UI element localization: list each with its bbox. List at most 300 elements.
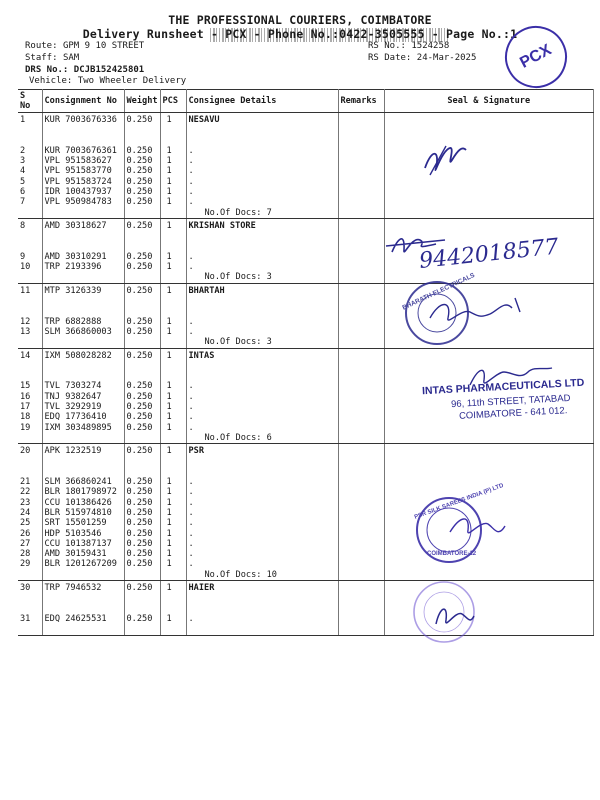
spacer-row — [18, 136, 594, 146]
cell-remarks — [338, 508, 384, 518]
cell-weight: 0.250 — [124, 146, 160, 156]
cell-weight: 0.250 — [124, 113, 160, 126]
table-row — [18, 283, 594, 296]
rs-no-label: RS No.: — [368, 41, 406, 51]
cell-signature — [384, 477, 594, 487]
cell-remarks — [338, 477, 384, 487]
cell-sno: 6 — [18, 187, 42, 197]
cell-signature — [384, 218, 594, 231]
cell-signature — [384, 498, 594, 508]
cell-remarks — [338, 539, 384, 549]
cell-signature — [384, 146, 594, 156]
cell-consignment: IXM 303489895 — [42, 423, 124, 433]
table-row — [18, 252, 594, 262]
table-row — [18, 498, 594, 508]
cell-consignment: VPL 951583724 — [42, 177, 124, 187]
cell-sno: 19 — [18, 423, 42, 433]
cell-signature — [384, 197, 594, 207]
col-seal-signature: Seal & Signature — [384, 90, 594, 113]
spacer-row — [18, 604, 594, 614]
cell-consignment: VPL 951583770 — [42, 166, 124, 176]
docs-count-row — [18, 570, 594, 581]
cell-pcs: 1 — [160, 539, 186, 549]
cell-sno: 21 — [18, 477, 42, 487]
consignee-name: HAIER — [186, 581, 338, 594]
cell-remarks — [338, 518, 384, 528]
cell-remarks — [338, 402, 384, 412]
intas-stamp-line2: 96, 11th STREET, TATABAD — [450, 392, 571, 411]
cell-signature — [384, 113, 594, 126]
table-row — [18, 423, 594, 433]
docs-count-row — [18, 337, 594, 348]
cell-pcs: 1 — [160, 477, 186, 487]
drs-label: DRS No.: — [25, 65, 69, 75]
consignee-dot: . — [186, 252, 338, 262]
cell-sno: 28 — [18, 549, 42, 559]
cell-remarks — [338, 146, 384, 156]
consignee-dot: . — [186, 166, 338, 176]
table-row — [18, 197, 594, 207]
cell-sno: 15 — [18, 381, 42, 391]
consignee-dot: . — [186, 262, 338, 272]
intas-stamp-line3: COIMBATORE - 641 012. — [458, 405, 568, 422]
cell-consignment: TNJ 9382647 — [42, 392, 124, 402]
consignee-name: KRISHAN STORE — [186, 218, 338, 231]
cell-remarks — [338, 581, 384, 594]
consignee-dot: . — [186, 412, 338, 422]
table-row — [18, 444, 594, 457]
cell-consignment: VPL 950984783 — [42, 197, 124, 207]
spacer-row — [18, 231, 594, 241]
consignee-dot: . — [186, 381, 338, 391]
cell-pcs: 1 — [160, 559, 186, 569]
cell-consignment: BLR 515974810 — [42, 508, 124, 518]
cell-remarks — [338, 317, 384, 327]
cell-consignment: BLR 1801798972 — [42, 487, 124, 497]
table-row — [18, 549, 594, 559]
drs-line — [25, 65, 144, 75]
cell-remarks — [338, 187, 384, 197]
cell-pcs: 1 — [160, 156, 186, 166]
table-row — [18, 581, 594, 594]
consignee-dot: . — [186, 487, 338, 497]
col-consignment: Consignment No — [42, 90, 124, 113]
table-header-row — [18, 90, 594, 113]
consignee-dot: . — [186, 508, 338, 518]
cell-consignment: AMD 30310291 — [42, 252, 124, 262]
cell-weight: 0.250 — [124, 187, 160, 197]
cell-remarks — [338, 529, 384, 539]
cell-remarks — [338, 614, 384, 624]
table-row — [18, 113, 594, 126]
docs-count: No.Of Docs: 10 — [186, 570, 338, 581]
cell-consignment: SLM 366860003 — [42, 327, 124, 337]
cell-weight: 0.250 — [124, 177, 160, 187]
rs-no-value: 1524258 — [411, 41, 450, 51]
table-row — [18, 177, 594, 187]
cell-signature — [384, 187, 594, 197]
table-row — [18, 348, 594, 361]
pcx-stamp: PCX — [494, 15, 578, 99]
cell-sno: 7 — [18, 197, 42, 207]
route-value: GPM 9 10 STREET — [62, 41, 145, 51]
cell-weight: 0.250 — [124, 423, 160, 433]
cell-sno: 12 — [18, 317, 42, 327]
cell-sno: 27 — [18, 539, 42, 549]
rs-date-label: RS Date: — [368, 53, 412, 63]
cell-signature — [384, 177, 594, 187]
cell-pcs: 1 — [160, 487, 186, 497]
cell-weight: 0.250 — [124, 317, 160, 327]
cell-remarks — [338, 423, 384, 433]
cell-sno: 3 — [18, 156, 42, 166]
staff-line — [25, 53, 79, 63]
table-row — [18, 146, 594, 156]
runsheet-subtitle: Delivery Runsheet - PCX - Phone No.:0422-3505555 - Page No.:1 — [82, 27, 518, 41]
cell-sno: 22 — [18, 487, 42, 497]
docs-count: No.Of Docs: 6 — [186, 433, 338, 444]
cell-sno: 2 — [18, 146, 42, 156]
consignee-dot: . — [186, 187, 338, 197]
cell-consignment: TRP 7946532 — [42, 581, 124, 594]
cell-pcs: 1 — [160, 283, 186, 296]
cell-sno: 10 — [18, 262, 42, 272]
cell-signature — [384, 262, 594, 272]
cell-weight: 0.250 — [124, 477, 160, 487]
cell-remarks — [338, 348, 384, 361]
cell-signature — [384, 614, 594, 624]
cell-weight: 0.250 — [124, 508, 160, 518]
consignee-dot: . — [186, 146, 338, 156]
cell-consignment: AMD 30159431 — [42, 549, 124, 559]
table-row — [18, 614, 594, 624]
company-title: THE PROFESSIONAL COURIERS, COIMBATORE — [168, 13, 432, 27]
cell-weight: 0.250 — [124, 166, 160, 176]
consignee-dot: . — [186, 402, 338, 412]
cell-sno: 26 — [18, 529, 42, 539]
cell-pcs: 1 — [160, 262, 186, 272]
cell-remarks — [338, 166, 384, 176]
consignee-dot: . — [186, 477, 338, 487]
cell-signature — [384, 348, 594, 361]
cell-pcs: 1 — [160, 392, 186, 402]
cell-pcs: 1 — [160, 327, 186, 337]
cell-weight: 0.250 — [124, 218, 160, 231]
cell-pcs: 1 — [160, 498, 186, 508]
cell-remarks — [338, 487, 384, 497]
cell-consignment: IXM 508028282 — [42, 348, 124, 361]
cell-remarks — [338, 412, 384, 422]
cell-weight: 0.250 — [124, 559, 160, 569]
cell-sno: 20 — [18, 444, 42, 457]
cell-pcs: 1 — [160, 412, 186, 422]
vehicle-label: Vehicle: — [29, 76, 73, 86]
cell-signature — [384, 166, 594, 176]
route-label: Route: — [25, 41, 58, 51]
cell-consignment: KUR 7003676336 — [42, 113, 124, 126]
vehicle-value: Two Wheeler Delivery — [77, 76, 187, 86]
cell-sno: 4 — [18, 166, 42, 176]
intas-stamp-line1: INTAS PHARMACEUTICALS LTD — [421, 376, 585, 398]
cell-pcs: 1 — [160, 508, 186, 518]
docs-count: No.Of Docs: 3 — [186, 272, 338, 283]
cell-signature — [384, 317, 594, 327]
cell-signature — [384, 283, 594, 296]
spacer-row — [18, 125, 594, 135]
cell-consignment: APK 1232519 — [42, 444, 124, 457]
cell-pcs: 1 — [160, 518, 186, 528]
consignee-dot: . — [186, 539, 338, 549]
table-row — [18, 487, 594, 497]
col-remarks: Remarks — [338, 90, 384, 113]
table-row — [18, 187, 594, 197]
cell-remarks — [338, 392, 384, 402]
cell-pcs: 1 — [160, 614, 186, 624]
col-pcs: PCS — [160, 90, 186, 113]
table-row — [18, 166, 594, 176]
cell-remarks — [338, 559, 384, 569]
consignee-dot: . — [186, 317, 338, 327]
table-row — [18, 262, 594, 272]
cell-pcs: 1 — [160, 549, 186, 559]
cell-pcs: 1 — [160, 177, 186, 187]
cell-pcs: 1 — [160, 218, 186, 231]
cell-weight: 0.250 — [124, 549, 160, 559]
cell-sno: 24 — [18, 508, 42, 518]
cell-weight: 0.250 — [124, 348, 160, 361]
cell-sno: 16 — [18, 392, 42, 402]
cell-weight: 0.250 — [124, 327, 160, 337]
spacer-row — [18, 361, 594, 371]
bharath-stamp-text: BHARATH ELECTRICALS — [401, 271, 476, 312]
cell-sno: 8 — [18, 218, 42, 231]
consignee-name: BHARTAH — [186, 283, 338, 296]
cell-consignment: KUR 7003676361 — [42, 146, 124, 156]
cell-signature — [384, 156, 594, 166]
spacer-row — [18, 593, 594, 603]
cell-weight: 0.250 — [124, 381, 160, 391]
cell-weight: 0.250 — [124, 487, 160, 497]
docs-count-row — [18, 272, 594, 283]
consignee-dot: . — [186, 327, 338, 337]
cell-consignment: SLM 366860241 — [42, 477, 124, 487]
consignee-dot: . — [186, 614, 338, 624]
cell-consignment: AMD 30318627 — [42, 218, 124, 231]
rs-date-value: 24-Mar-2025 — [416, 53, 477, 63]
cell-sno: 17 — [18, 402, 42, 412]
col-consignee-details: Consignee Details — [186, 90, 338, 113]
cell-signature — [384, 539, 594, 549]
cell-weight: 0.250 — [124, 539, 160, 549]
consignee-dot: . — [186, 529, 338, 539]
docs-count-row — [18, 624, 594, 635]
spacer-row — [18, 296, 594, 306]
cell-pcs: 1 — [160, 381, 186, 391]
consignee-name: NESAVU — [186, 113, 338, 126]
cell-weight: 0.250 — [124, 444, 160, 457]
cell-sno: 31 — [18, 614, 42, 624]
cell-signature — [384, 549, 594, 559]
cell-sno: 29 — [18, 559, 42, 569]
consignee-dot: . — [186, 423, 338, 433]
consignee-name: PSR — [186, 444, 338, 457]
spacer-row — [18, 306, 594, 316]
cell-signature — [384, 529, 594, 539]
cell-signature — [384, 252, 594, 262]
rs-date-line — [368, 53, 476, 63]
cell-remarks — [338, 444, 384, 457]
drs-value: DCJB152425801 — [73, 65, 145, 75]
docs-count: No.Of Docs: 3 — [186, 337, 338, 348]
docs-count-row — [18, 208, 594, 219]
cell-signature — [384, 581, 594, 594]
cell-sno: 18 — [18, 412, 42, 422]
cell-remarks — [338, 218, 384, 231]
cell-pcs: 1 — [160, 146, 186, 156]
cell-consignment: EDQ 24625531 — [42, 614, 124, 624]
cell-consignment: TRP 6882888 — [42, 317, 124, 327]
consignee-dot: . — [186, 392, 338, 402]
cell-sno: 11 — [18, 283, 42, 296]
cell-signature — [384, 508, 594, 518]
cell-signature — [384, 518, 594, 528]
cell-consignment: MTP 3126339 — [42, 283, 124, 296]
cell-pcs: 1 — [160, 581, 186, 594]
route-line — [25, 41, 144, 51]
cell-pcs: 1 — [160, 402, 186, 412]
cell-sno: 1 — [18, 113, 42, 126]
cell-signature — [384, 559, 594, 569]
cell-remarks — [338, 549, 384, 559]
cell-sno: 30 — [18, 581, 42, 594]
cell-weight: 0.250 — [124, 156, 160, 166]
cell-consignment: BLR 1201267209 — [42, 559, 124, 569]
cell-consignment: TVL 3292919 — [42, 402, 124, 412]
cell-weight: 0.250 — [124, 262, 160, 272]
cell-remarks — [338, 498, 384, 508]
table-row — [18, 218, 594, 231]
docs-count — [186, 624, 338, 635]
consignee-dot: . — [186, 518, 338, 528]
vehicle-line — [29, 76, 186, 86]
consignee-dot: . — [186, 197, 338, 207]
staff-label: Staff: — [25, 53, 58, 63]
col-sno: S No — [18, 90, 42, 113]
cell-remarks — [338, 327, 384, 337]
cell-weight: 0.250 — [124, 529, 160, 539]
cell-weight: 0.250 — [124, 412, 160, 422]
cell-weight: 0.250 — [124, 498, 160, 508]
psr-stamp-city: COIMBATORE-12 — [427, 551, 477, 557]
table-row — [18, 559, 594, 569]
cell-signature — [384, 423, 594, 433]
cell-remarks — [338, 283, 384, 296]
cell-consignment: HDP 5103546 — [42, 529, 124, 539]
table-row — [18, 518, 594, 528]
runsheet-body — [18, 113, 594, 636]
cell-consignment: VPL 951583627 — [42, 156, 124, 166]
cell-weight: 0.250 — [124, 614, 160, 624]
spacer-row — [18, 242, 594, 252]
cell-pcs: 1 — [160, 317, 186, 327]
table-row — [18, 156, 594, 166]
table-row — [18, 529, 594, 539]
spacer-row — [18, 457, 594, 467]
cell-remarks — [338, 197, 384, 207]
cell-weight: 0.250 — [124, 518, 160, 528]
krishan-phone: 9442018577 — [418, 234, 560, 274]
consignee-dot: . — [186, 156, 338, 166]
docs-count-row — [18, 433, 594, 444]
staff-value: SAM — [62, 53, 80, 63]
cell-signature — [384, 327, 594, 337]
table-row — [18, 477, 594, 487]
cell-sno: 23 — [18, 498, 42, 508]
cell-remarks — [338, 113, 384, 126]
cell-weight: 0.250 — [124, 283, 160, 296]
cell-weight: 0.250 — [124, 581, 160, 594]
cell-weight: 0.250 — [124, 402, 160, 412]
cell-remarks — [338, 381, 384, 391]
psr-stamp-text: PSR SILK SAREES INDIA (P) LTD — [413, 482, 505, 521]
table-row — [18, 317, 594, 327]
cell-signature — [384, 444, 594, 457]
cell-pcs: 1 — [160, 444, 186, 457]
cell-remarks — [338, 262, 384, 272]
cell-pcs: 1 — [160, 252, 186, 262]
cell-pcs: 1 — [160, 113, 186, 126]
cell-weight: 0.250 — [124, 252, 160, 262]
cell-pcs: 1 — [160, 423, 186, 433]
cell-consignment: EDQ 17736410 — [42, 412, 124, 422]
cell-remarks — [338, 177, 384, 187]
cell-weight: 0.250 — [124, 197, 160, 207]
table-row — [18, 539, 594, 549]
cell-pcs: 1 — [160, 529, 186, 539]
cell-consignment: CCU 101387137 — [42, 539, 124, 549]
cell-remarks — [338, 252, 384, 262]
consignee-dot: . — [186, 177, 338, 187]
cell-pcs: 1 — [160, 166, 186, 176]
cell-signature — [384, 487, 594, 497]
cell-weight: 0.250 — [124, 392, 160, 402]
runsheet-table — [18, 89, 594, 636]
cell-consignment: CCU 101386426 — [42, 498, 124, 508]
cell-pcs: 1 — [160, 348, 186, 361]
cell-pcs: 1 — [160, 187, 186, 197]
cell-sno: 5 — [18, 177, 42, 187]
spacer-row — [18, 467, 594, 477]
cell-sno: 9 — [18, 252, 42, 262]
cell-pcs: 1 — [160, 197, 186, 207]
consignee-dot: . — [186, 498, 338, 508]
consignee-dot: . — [186, 549, 338, 559]
col-weight: Weight — [124, 90, 160, 113]
cell-consignment: IDR 100437937 — [42, 187, 124, 197]
cell-consignment: SRT 15501259 — [42, 518, 124, 528]
cell-sno: 13 — [18, 327, 42, 337]
cell-sno: 25 — [18, 518, 42, 528]
table-row — [18, 327, 594, 337]
cell-consignment: TRP 2193396 — [42, 262, 124, 272]
cell-remarks — [338, 156, 384, 166]
table-row — [18, 508, 594, 518]
consignee-name: INTAS — [186, 348, 338, 361]
docs-count: No.Of Docs: 7 — [186, 208, 338, 219]
rs-no-line — [368, 41, 449, 51]
consignee-dot: . — [186, 559, 338, 569]
cell-sno: 14 — [18, 348, 42, 361]
